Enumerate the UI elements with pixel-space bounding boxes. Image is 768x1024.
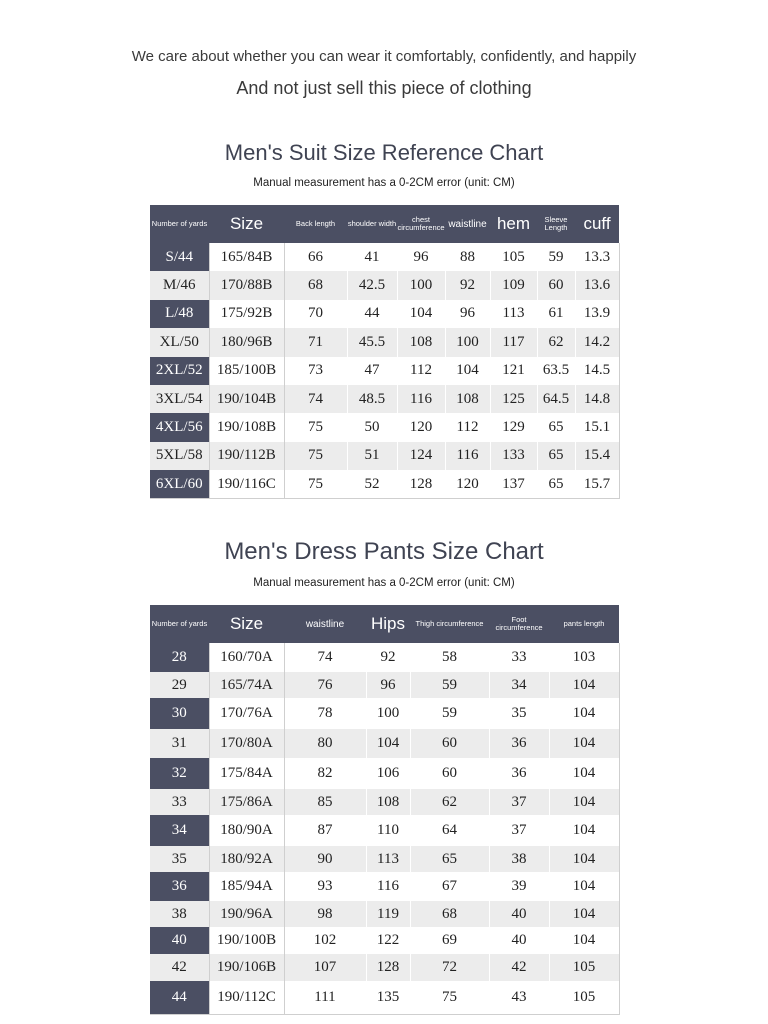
pants-row (150, 981, 619, 1014)
suit-yard-cell: 3XL/54 (150, 385, 209, 413)
pants-value-cell: 58 (410, 643, 489, 672)
pants-value-cell: 38 (489, 846, 549, 872)
pants-chart-title: Men's Dress Pants Size Chart (224, 538, 544, 565)
pants-yard-cell: 44 (150, 981, 209, 1014)
pants-header-yards: Number of yards (150, 605, 209, 643)
pants-value-cell: 104 (366, 729, 410, 758)
pants-value-cell: 60 (410, 758, 489, 789)
pants-header-foot: Foot circumference (489, 605, 549, 643)
pants-row (150, 729, 619, 758)
suit-value-cell: 15.4 (575, 442, 619, 470)
pants-header-pants-length: pants length (549, 605, 619, 643)
suit-value-cell: 66 (284, 243, 347, 271)
suit-header-chest: chest circumference (397, 205, 445, 243)
pants-value-cell: 59 (410, 672, 489, 698)
suit-yard-cell: 5XL/58 (150, 442, 209, 470)
suit-value-cell: 100 (445, 328, 490, 356)
pants-value-cell: 92 (366, 643, 410, 672)
suit-yard-cell: XL/50 (150, 328, 209, 356)
pants-value-cell: 36 (489, 729, 549, 758)
pants-row (150, 643, 619, 672)
suit-value-cell: 62 (537, 328, 575, 356)
suit-size-cell: 180/96B (209, 328, 284, 356)
suit-value-cell: 71 (284, 328, 347, 356)
suit-value-cell: 48.5 (347, 385, 397, 413)
suit-chart-title: Men's Suit Size Reference Chart (224, 140, 544, 165)
suit-value-cell: 133 (490, 442, 537, 470)
suit-value-cell: 65 (537, 442, 575, 470)
suit-value-cell: 14.8 (575, 385, 619, 413)
suit-value-cell: 125 (490, 385, 537, 413)
suit-value-cell: 74 (284, 385, 347, 413)
suit-value-cell: 100 (397, 271, 445, 299)
pants-value-cell: 119 (366, 901, 410, 927)
pants-value-cell: 104 (549, 698, 619, 729)
suit-value-cell: 117 (490, 328, 537, 356)
pants-value-cell: 105 (549, 981, 619, 1014)
pants-yard-cell: 38 (150, 901, 209, 927)
suit-value-cell: 61 (537, 300, 575, 328)
suit-value-cell: 124 (397, 442, 445, 470)
suit-yard-cell: M/46 (150, 271, 209, 299)
pants-value-cell: 68 (410, 901, 489, 927)
pants-value-cell: 35 (489, 698, 549, 729)
pants-size-cell: 180/90A (209, 815, 284, 846)
suit-value-cell: 104 (445, 357, 490, 385)
suit-value-cell: 65 (537, 470, 575, 498)
suit-size-table (150, 205, 620, 499)
pants-yard-cell: 31 (150, 729, 209, 758)
pants-row (150, 901, 619, 927)
pants-size-cell: 185/94A (209, 872, 284, 901)
suit-value-cell: 14.5 (575, 357, 619, 385)
suit-value-cell: 129 (490, 413, 537, 441)
suit-value-cell: 128 (397, 470, 445, 498)
pants-header-thigh: Thigh circumference (410, 605, 489, 643)
pants-value-cell: 104 (549, 872, 619, 901)
suit-yard-cell: 4XL/56 (150, 413, 209, 441)
pants-row (150, 789, 619, 815)
suit-value-cell: 65 (537, 413, 575, 441)
pants-yard-cell: 32 (150, 758, 209, 789)
pants-header-row (150, 605, 619, 643)
suit-value-cell: 121 (490, 357, 537, 385)
pants-row (150, 846, 619, 872)
pants-size-cell: 175/84A (209, 758, 284, 789)
pants-value-cell: 113 (366, 846, 410, 872)
suit-value-cell: 68 (284, 271, 347, 299)
suit-row (150, 328, 619, 356)
pants-yard-cell: 28 (150, 643, 209, 672)
suit-value-cell: 47 (347, 357, 397, 385)
suit-value-cell: 116 (445, 442, 490, 470)
pants-value-cell: 36 (489, 758, 549, 789)
pants-yard-cell: 42 (150, 954, 209, 981)
pants-value-cell: 76 (284, 672, 366, 698)
suit-header-row (150, 205, 619, 243)
pants-size-cell: 190/96A (209, 901, 284, 927)
suit-value-cell: 13.3 (575, 243, 619, 271)
pants-value-cell: 135 (366, 981, 410, 1014)
pants-value-cell: 110 (366, 815, 410, 846)
pants-header-hips: Hips (366, 605, 410, 643)
pants-value-cell: 40 (489, 927, 549, 954)
suit-value-cell: 108 (397, 328, 445, 356)
suit-value-cell: 112 (445, 413, 490, 441)
pants-value-cell: 111 (284, 981, 366, 1014)
pants-value-cell: 74 (284, 643, 366, 672)
intro-line-1: We care about whether you can wear it comfortably, confidently, and happily (131, 48, 637, 65)
suit-value-cell: 75 (284, 470, 347, 498)
suit-chart-subtitle: Manual measurement has a 0-2CM error (unit: CM) (253, 177, 515, 189)
pants-row (150, 872, 619, 901)
suit-header-back-length: Back length (284, 205, 347, 243)
pants-value-cell: 104 (549, 927, 619, 954)
pants-value-cell: 33 (489, 643, 549, 672)
suit-size-cell: 190/108B (209, 413, 284, 441)
suit-value-cell: 13.9 (575, 300, 619, 328)
pants-value-cell: 62 (410, 789, 489, 815)
suit-value-cell: 50 (347, 413, 397, 441)
suit-header-yards: Number of yards (150, 205, 209, 243)
pants-value-cell: 67 (410, 872, 489, 901)
pants-value-cell: 93 (284, 872, 366, 901)
suit-value-cell: 70 (284, 300, 347, 328)
suit-size-cell: 170/88B (209, 271, 284, 299)
pants-row (150, 698, 619, 729)
suit-value-cell: 105 (490, 243, 537, 271)
suit-row (150, 300, 619, 328)
suit-header-waistline: waistline (445, 205, 490, 243)
suit-row (150, 442, 619, 470)
pants-value-cell: 59 (410, 698, 489, 729)
pants-value-cell: 40 (489, 901, 549, 927)
suit-value-cell: 116 (397, 385, 445, 413)
pants-value-cell: 98 (284, 901, 366, 927)
suit-value-cell: 14.2 (575, 328, 619, 356)
pants-value-cell: 87 (284, 815, 366, 846)
pants-value-cell: 37 (489, 815, 549, 846)
pants-yard-cell: 30 (150, 698, 209, 729)
suit-header-shoulder-width: shoulder width (347, 205, 397, 243)
suit-value-cell: 75 (284, 413, 347, 441)
suit-value-cell: 109 (490, 271, 537, 299)
suit-value-cell: 64.5 (537, 385, 575, 413)
suit-row (150, 385, 619, 413)
pants-value-cell: 102 (284, 927, 366, 954)
pants-value-cell: 104 (549, 901, 619, 927)
suit-value-cell: 112 (397, 357, 445, 385)
pants-value-cell: 90 (284, 846, 366, 872)
pants-value-cell: 104 (549, 758, 619, 789)
pants-value-cell: 43 (489, 981, 549, 1014)
suit-row (150, 243, 619, 271)
pants-size-table (150, 605, 620, 1015)
suit-value-cell: 15.7 (575, 470, 619, 498)
pants-value-cell: 104 (549, 846, 619, 872)
suit-value-cell: 60 (537, 271, 575, 299)
suit-size-cell: 190/104B (209, 385, 284, 413)
pants-value-cell: 104 (549, 729, 619, 758)
suit-header-cuff: cuff (575, 205, 619, 243)
suit-value-cell: 88 (445, 243, 490, 271)
suit-value-cell: 44 (347, 300, 397, 328)
suit-value-cell: 63.5 (537, 357, 575, 385)
pants-row (150, 815, 619, 846)
pants-size-cell: 170/80A (209, 729, 284, 758)
pants-value-cell: 65 (410, 846, 489, 872)
suit-value-cell: 137 (490, 470, 537, 498)
pants-header-waistline: waistline (284, 605, 366, 643)
pants-row (150, 672, 619, 698)
pants-row (150, 954, 619, 981)
suit-value-cell: 92 (445, 271, 490, 299)
pants-value-cell: 78 (284, 698, 366, 729)
suit-yard-cell: S/44 (150, 243, 209, 271)
pants-size-cell: 170/76A (209, 698, 284, 729)
suit-value-cell: 104 (397, 300, 445, 328)
pants-value-cell: 39 (489, 872, 549, 901)
suit-value-cell: 42.5 (347, 271, 397, 299)
pants-value-cell: 82 (284, 758, 366, 789)
pants-chart-subtitle: Manual measurement has a 0-2CM error (unit: CM) (253, 577, 515, 589)
suit-value-cell: 45.5 (347, 328, 397, 356)
pants-size-cell: 175/86A (209, 789, 284, 815)
suit-size-cell: 190/112B (209, 442, 284, 470)
suit-value-cell: 41 (347, 243, 397, 271)
suit-row (150, 470, 619, 498)
pants-value-cell: 103 (549, 643, 619, 672)
suit-value-cell: 15.1 (575, 413, 619, 441)
pants-yard-cell: 33 (150, 789, 209, 815)
pants-value-cell: 105 (549, 954, 619, 981)
suit-value-cell: 96 (397, 243, 445, 271)
pants-size-cell: 190/106B (209, 954, 284, 981)
pants-yard-cell: 34 (150, 815, 209, 846)
pants-value-cell: 69 (410, 927, 489, 954)
pants-value-cell: 107 (284, 954, 366, 981)
pants-value-cell: 75 (410, 981, 489, 1014)
suit-row (150, 413, 619, 441)
pants-value-cell: 60 (410, 729, 489, 758)
pants-value-cell: 104 (549, 815, 619, 846)
suit-yard-cell: L/48 (150, 300, 209, 328)
pants-value-cell: 96 (366, 672, 410, 698)
pants-size-cell: 160/70A (209, 643, 284, 672)
pants-value-cell: 80 (284, 729, 366, 758)
pants-yard-cell: 35 (150, 846, 209, 872)
pants-value-cell: 42 (489, 954, 549, 981)
suit-header-sleeve-length: Sleeve Length (537, 205, 575, 243)
pants-value-cell: 72 (410, 954, 489, 981)
pants-value-cell: 37 (489, 789, 549, 815)
pants-value-cell: 108 (366, 789, 410, 815)
suit-row (150, 357, 619, 385)
suit-value-cell: 13.6 (575, 271, 619, 299)
suit-value-cell: 51 (347, 442, 397, 470)
suit-row (150, 271, 619, 299)
suit-value-cell: 113 (490, 300, 537, 328)
pants-yard-cell: 36 (150, 872, 209, 901)
pants-size-cell: 190/112C (209, 981, 284, 1014)
pants-value-cell: 85 (284, 789, 366, 815)
suit-header-hem: hem (490, 205, 537, 243)
suit-size-cell: 185/100B (209, 357, 284, 385)
pants-value-cell: 128 (366, 954, 410, 981)
suit-value-cell: 120 (397, 413, 445, 441)
suit-value-cell: 120 (445, 470, 490, 498)
suit-value-cell: 108 (445, 385, 490, 413)
suit-yard-cell: 6XL/60 (150, 470, 209, 498)
pants-value-cell: 116 (366, 872, 410, 901)
pants-yard-cell: 29 (150, 672, 209, 698)
pants-value-cell: 100 (366, 698, 410, 729)
pants-value-cell: 104 (549, 672, 619, 698)
suit-value-cell: 52 (347, 470, 397, 498)
suit-value-cell: 75 (284, 442, 347, 470)
pants-value-cell: 106 (366, 758, 410, 789)
pants-row (150, 927, 619, 954)
pants-value-cell: 64 (410, 815, 489, 846)
pants-value-cell: 104 (549, 789, 619, 815)
suit-size-cell: 190/116C (209, 470, 284, 498)
pants-value-cell: 122 (366, 927, 410, 954)
pants-header-size: Size (209, 605, 284, 643)
pants-row (150, 758, 619, 789)
suit-size-cell: 175/92B (209, 300, 284, 328)
suit-value-cell: 96 (445, 300, 490, 328)
intro-line-2: And not just sell this piece of clothing (236, 78, 532, 98)
pants-size-cell: 165/74A (209, 672, 284, 698)
pants-size-cell: 190/100B (209, 927, 284, 954)
suit-header-size: Size (209, 205, 284, 243)
suit-yard-cell: 2XL/52 (150, 357, 209, 385)
suit-size-cell: 165/84B (209, 243, 284, 271)
suit-value-cell: 73 (284, 357, 347, 385)
suit-value-cell: 59 (537, 243, 575, 271)
pants-yard-cell: 40 (150, 927, 209, 954)
pants-size-cell: 180/92A (209, 846, 284, 872)
pants-value-cell: 34 (489, 672, 549, 698)
